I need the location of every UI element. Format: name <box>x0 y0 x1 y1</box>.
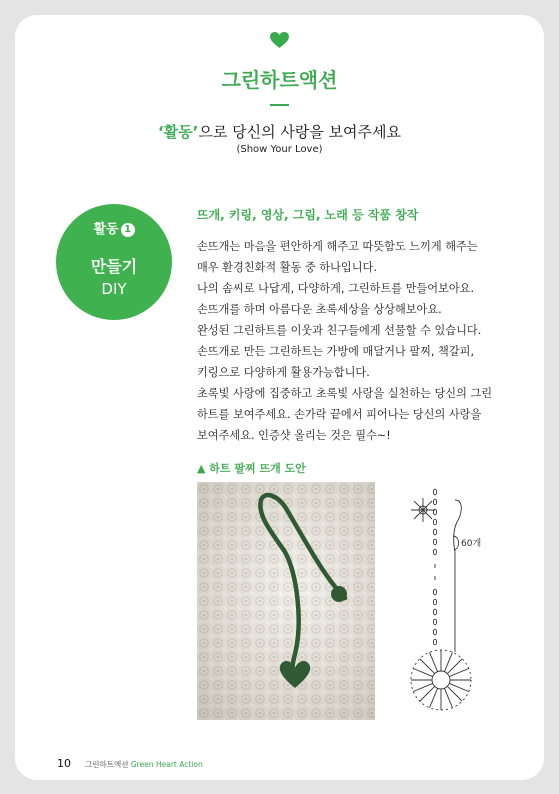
body-line: 초록빛 사랑에 집중하고 초록빛 사랑을 실천하는 당신의 그린 <box>197 387 493 400</box>
crochet-pattern-diagram <box>405 482 490 720</box>
activity-number: 1 <box>121 223 135 237</box>
body-line: 키링으로 다양하게 활용가능합니다. <box>197 366 370 379</box>
footer-title-ko: 그린하트액션 <box>85 760 129 769</box>
body-line: 보여주세요. 인증샷 올리는 것은 필수~! <box>197 429 391 442</box>
section-heading: 뜨개, 키링, 영상, 그림, 노래 등 작품 창작 <box>197 208 419 222</box>
page-subtitle <box>0 121 559 142</box>
page-title: 그린하트액션 <box>221 68 338 92</box>
activity-badge <box>56 204 172 320</box>
crochet-bracelet-photo <box>197 482 375 720</box>
title-divider <box>270 104 289 106</box>
body-line: 매우 환경친화적 활동 중 하나입니다. <box>197 261 377 274</box>
body-line: 손뜨개로 만든 그린하트는 가방에 매달거나 팔찌, 책갈피, <box>197 345 475 358</box>
pattern-note: 60개 <box>461 539 482 549</box>
activity-name-en: DIY <box>101 280 127 298</box>
footer-title <box>85 759 203 770</box>
body-line: 손뜨개를 하며 아름다운 초록세상을 상상해보아요. <box>197 303 442 316</box>
page-number: 10 <box>57 757 71 770</box>
body-line: 나의 솜씨로 나답게, 다양하게, 그린하트를 만들어보아요. <box>197 282 475 295</box>
body-line: 완성된 그린하트를 이웃과 친구들에게 선물할 수 있습니다. <box>197 324 482 337</box>
body-paragraph <box>197 236 507 446</box>
subtitle-text: 으로 당신의 사랑을 보여주세요 <box>198 123 402 141</box>
subtitle-english: (Show Your Love) <box>236 144 323 155</box>
subtitle-accent: ‘활동’ <box>157 123 199 141</box>
activity-label <box>56 218 172 237</box>
pattern-caption: ▲ 하트 팔찌 뜨개 도안 <box>197 462 306 475</box>
body-line: 손뜨개는 마음을 편안하게 해주고 따뜻함도 느끼게 해주는 <box>197 240 478 253</box>
heart-icon <box>270 32 289 49</box>
footer-title-en: Green Heart Action <box>130 760 203 769</box>
activity-label-text: 활동 <box>93 222 119 237</box>
body-line: 하트를 보여주세요. 손가락 끝에서 피어나는 당신의 사랑을 <box>197 408 482 421</box>
activity-name-ko: 만들기 <box>90 257 138 276</box>
